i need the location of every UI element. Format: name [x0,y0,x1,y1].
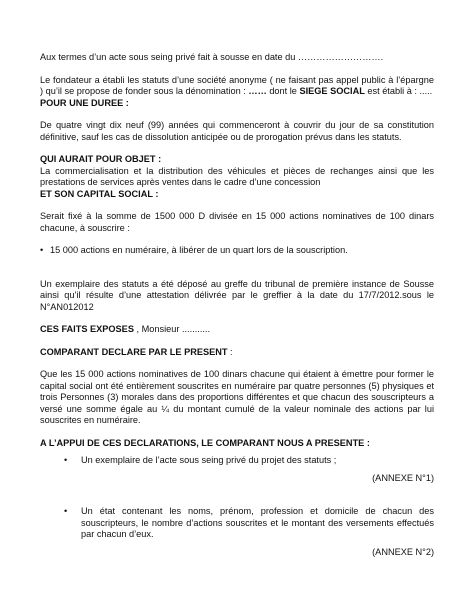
intro-paragraph: Aux termes d’un acte sous seing privé fait à sousse en date du ………………………. [40,52,384,62]
founder-paragraph [40,75,434,98]
objet-paragraph: La commercialisation et la distribution des véhicules et pièces de rechanges ainsi que les prestations de services après ventes dans le cadre d’une concession [40,165,434,187]
appui-heading: A L’APPUI DE CES DECLARATIONS, LE COMPARANT NOUS A PRESENTE : [40,437,370,448]
annex-label-1: (ANNEXE N°1) [372,472,434,483]
faits-heading: CES FAITS EXPOSES [40,324,134,334]
objet-heading: QUI AURAIT POUR OBJET : [40,154,162,164]
capital-paragraph: Serait fixé à la somme de 1500 000 D divisée en 15 000 actions nominatives de 100 dinars chacune, à souscrire : [40,211,434,233]
bullet-icon: • [40,245,44,255]
annex-item-2 [64,506,434,541]
comparant-text: : [227,346,233,357]
annex-list [64,455,434,467]
bullet-icon: • [64,455,68,465]
bullet-icon: • [64,506,68,516]
annex-label-2: (ANNEXE N°2) [372,546,434,557]
founder-text-2: dont le [266,86,300,96]
capital-bullet-item [40,245,434,257]
annex-item-1-text: Un exemplaire de l’acte sous seing privé du projet des statuts ; [81,455,337,465]
faits-paragraph [40,324,434,336]
duree-paragraph: De quatre vingt dix neuf (99) années qui commenceront à couvrir du jour de sa constitution définitive, sauf les cas de dissolution anticipée ou de prorogation prévus dans les statuts. [40,120,434,142]
comparant-paragraph [40,347,434,359]
capital-heading: ET SON CAPITAL SOCIAL : [40,188,159,199]
depot-paragraph: Un exemplaire des statuts a été déposé au greffe du tribunal de première instance de Sousse ainsi qu’il résulte d’une attestation délivrée par le greffier à la date du 17/7/2012.sous le N°AN012012 [40,278,434,312]
capital-bullet-text: 15 000 actions en numéraire, à libérer de un quart lors de la souscription. [50,245,348,255]
annex-list-2 [64,506,434,541]
annex-item-2-text: Un état contenant les noms, prénom, profession et domicile de chacun des souscripteurs, le nombre d’actions souscrites et le montant des versements effectués par chacun d’eux. [81,506,434,539]
siege-social-label: SIEGE SOCIAL [299,86,365,96]
founder-text-3: est établi à : ..... [364,86,433,96]
duree-heading: POUR UNE DUREE : [40,97,129,108]
founder-text-1: Le fondateur a établi les statuts d’une société anonyme ( ne faisant pas appel public à l’épargne ) qu’il se propose de fonder sous la dénomination : [40,74,434,96]
document-page [40,52,434,558]
comparant-heading: COMPARANT DECLARE PAR LE PRESENT [40,346,228,357]
founder-name-placeholder: …… [248,86,267,96]
declaration-paragraph: Que les 15 000 actions nominatives de 100 dinars chacune qui étaient à émettre pour former le capital social ont été entièrement souscrites en numéraire par quatre personnes (5) physiques et trois Personnes (3) morales dans des proportions différentes et que chacun des souscripteurs a versé une somme égale au ¼ du montant cumulé de la valeur nominale des actions par lui souscrites en numéraire. [40,369,434,425]
annex-item-1 [64,455,434,467]
faits-text: , Monsieur ........... [133,324,211,334]
